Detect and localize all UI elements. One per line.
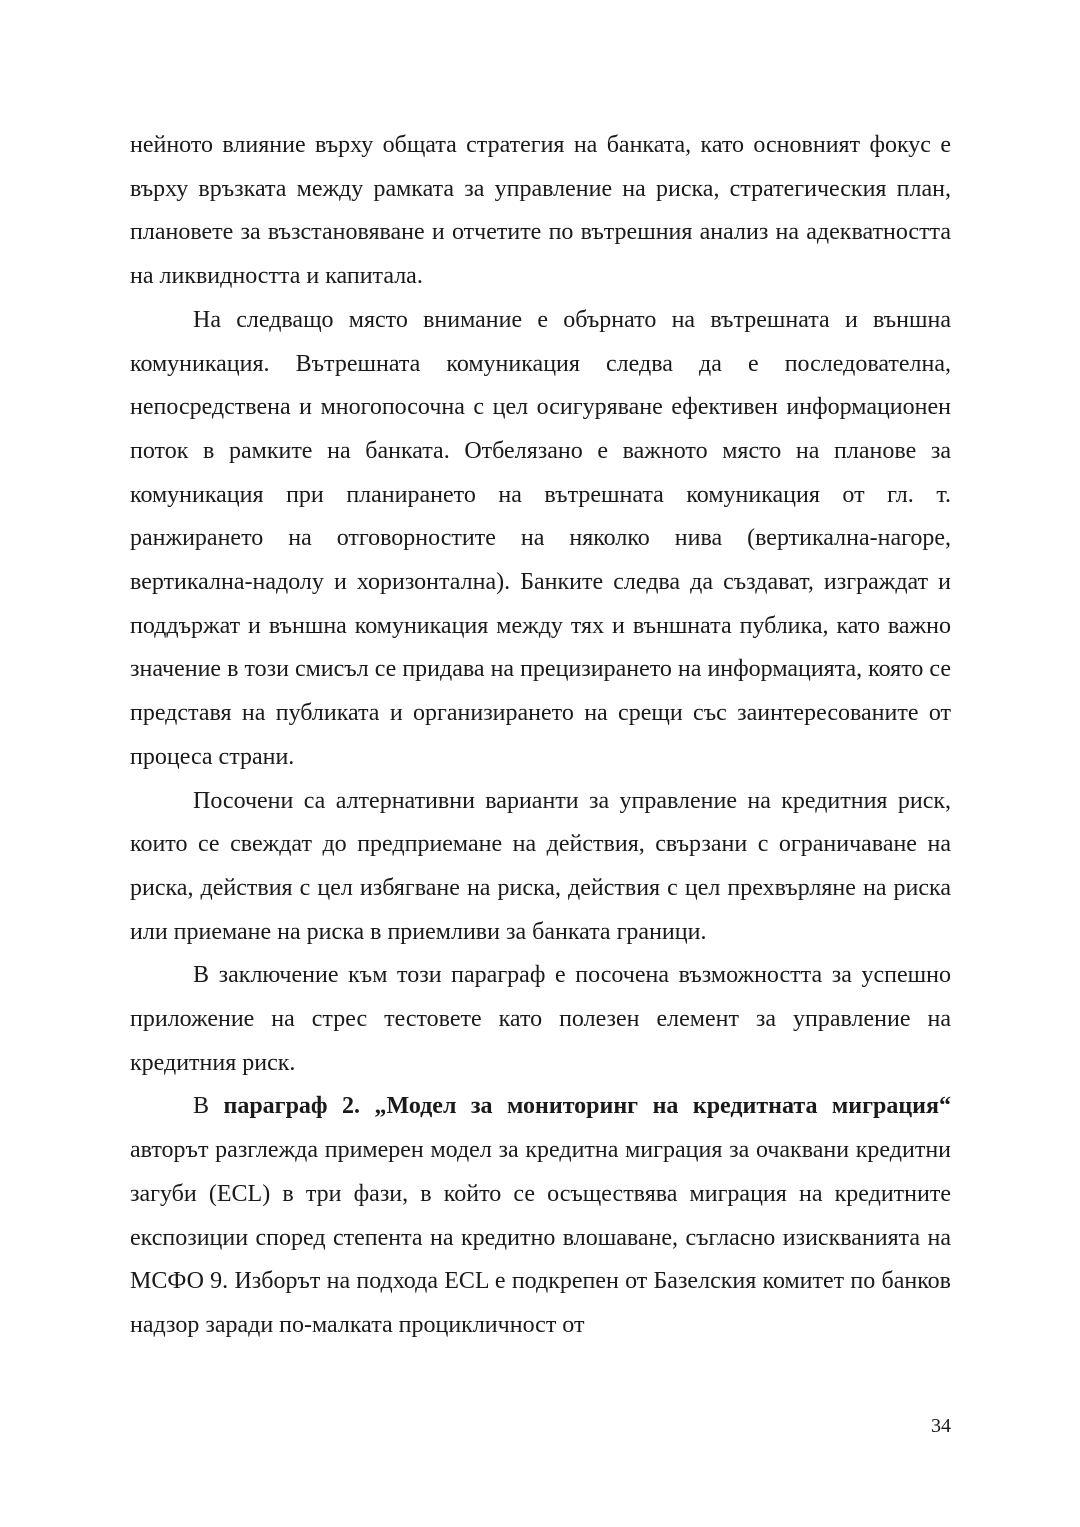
paragraph-section-intro: [130, 1085, 951, 1347]
paragraph-rest-text: авторът разглежда примерен модел за кредитна миграция за очаквани кредитни загуби (ECL) в три фази, в който се осъществява миграция на кредитните експозиции според степента на кредитно влошаване, съгласно изискванията на МСФО 9. Изборът на подхода ECL е подкрепен от Базелския комитет по банков надзор заради по-малката процикличност от: [130, 1137, 951, 1338]
section-heading-bold: параграф 2. „Модел за мониторинг на кредитната миграция“: [223, 1093, 951, 1120]
paragraph: На следващо място внимание е обърнато на вътрешната и външна комуникация. Вътрешната комуникация следва да е последователна, непосредствена и многопосочна с цел осигуряване ефективен информационен поток в рамките на банката. Отбелязано е важното място на планове за комуникация при планирането на вътрешната комуникация от гл. т. ранжирането на отговорностите на няколко нива (вертикална-нагоре, вертикална-надолу и хоризонтална). Банките следва да създават, изграждат и поддържат и външна комуникация между тях и външната публика, като важно значение в този смисъл се придава на прецизирането на информацията, която се представя на публиката и организирането на срещи със заинтересованите от процеса страни.: [130, 306, 951, 770]
paragraph: В заключение към този параграф е посочена възможността за успешно приложение на стрес тестовете като полезен елемент за управление на кредитния риск.: [130, 962, 951, 1076]
paragraph: Посочени са алтернативни варианти за управление на кредитния риск, които се свеждат до предприемане на действия, свързани с ограничаване на риска, действия с цел избягване на риска, действия с цел прехвърляне на риска или приемане на риска в приемливи за банката граници.: [130, 787, 951, 945]
paragraph-lead-text: В: [193, 1093, 224, 1120]
paragraph: нейното влияние върху общата стратегия на банката, като основният фокус е върху връзката между рамката за управление на риска, стратегическия план, плановете за възстановяване и отчетите по вътрешния анализ на адекватността на ликвидността и капитала.: [130, 132, 951, 290]
page-number: 34: [931, 1415, 951, 1437]
page-body: [130, 124, 951, 1348]
